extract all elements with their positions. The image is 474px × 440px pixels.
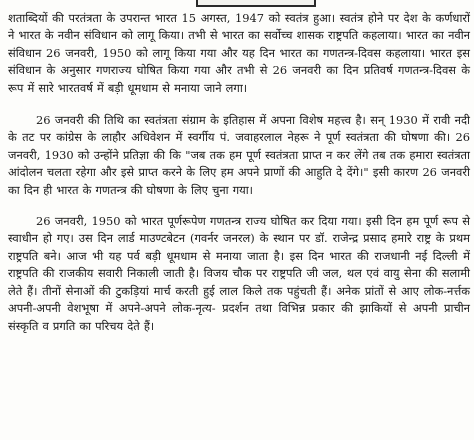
paragraph-independence: शताब्दियों की परतंत्रता के उपरान्त भारत 15 अगस्त, 1947 को स्वतंत्र हुआ। स्वतंत्र होने पर देश के कर्णधारों ने भारत के नवीन संविधान को लागू किया। तभी से भारत का सर्वोच्च शासक राष्ट्रपति कहलाया। भारत का नवीन संविधान 26 जनवरी, 1950 को लागू किया गया और यह दिन भारत का गणतन्त्र-दिवस कहलाया। भारत इस संविधान के अनुसार गणराज्य घोषित किया गया और तभी से 26 जनवरी का दिन प्रतिवर्ष गणतन्त्र-दिवस के रूप में सारे भारतवर्ष में बड़ी धूमधाम से मनाया जाने लगा। (8, 11, 470, 95)
document-body (8, 10, 470, 335)
title-box-bottom-edge (196, 0, 316, 7)
paragraph-celebration: 26 जनवरी, 1950 को भारत पूर्णरूपेण गणतन्त्र राज्य घोषित कर दिया गया। इसी दिन हम पूर्ण रूप से स्वाधीन हो गए। उस दिन लार्ड माउण्टबेटन (गवर्नर जनरल) के स्थान पर डॉ. राजेन्द्र प्रसाद हमारे राष्ट्र के प्रथम राष्ट्रपति बने। आज भी यह पर्व बड़ी धूमधाम से मनाया जाता है। इस दिन भारत की राजधानी नई दिल्ली में राष्ट्रपति की राजकीय सवारी निकाली जाती है। विजय चौक पर राष्ट्रपति जी जल, थल एवं वायु सेना की सलामी लेते हैं। तीनों सेनाओं की टुकड़ियां मार्च करती हुई लाल किले तक पहुंचती हैं। अनेक प्रांतों से आए लोक-नर्त्तक अपनी-अपनी वेशभूषा में अपने-अपने लोक-नृत्य- प्रदर्शन तथा विभिन्न प्रकार की झाकियों से अपनी प्राचीन संस्कृति व प्रगति का परिचय देते हैं। (8, 214, 470, 333)
paragraph-history: 26 जनवरी की तिथि का स्वतंत्रता संग्राम के इतिहास में अपना विशेष महत्त्व है। सन् 1930 में रावी नदी के तट पर कांग्रेस के लाहौर अधिवेशन में स्वर्गीय पं. जवाहरलाल नेहरू ने पूर्ण स्वतंत्रता की घोषणा की। 26 जनवरी, 1930 को उन्होंने प्रतिज्ञा की कि "जब तक हम पूर्ण स्वतंत्रता प्राप्त न कर लेंगे तब तक हमारा स्वतंत्रता आंदोलन चलता रहेगा और इसे प्राप्त करने के लिए हम अपने प्राणों की आहुति दे देंगे।" इसी कारण 26 जनवरी का दिन ही भारत के गणतन्त्र की घोषणा के लिए चुना गया। (8, 113, 470, 197)
